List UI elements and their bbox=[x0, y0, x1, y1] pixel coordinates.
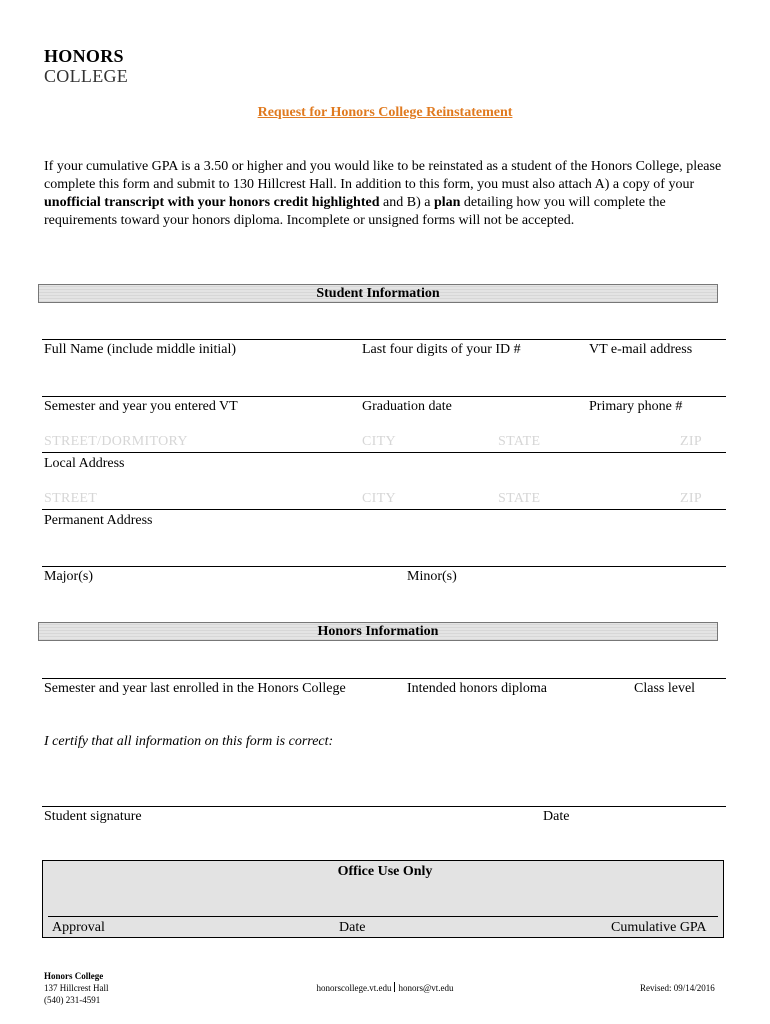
honors-information-heading: Honors Information bbox=[38, 622, 718, 641]
footer-divider bbox=[394, 982, 395, 992]
semester-entered-label: Semester and year you entered VT bbox=[44, 399, 238, 414]
email-label: VT e-mail address bbox=[589, 342, 693, 357]
minors-label: Minor(s) bbox=[407, 569, 457, 584]
office-approval-line[interactable] bbox=[48, 916, 718, 917]
last-enrolled-label: Semester and year last enrolled in the Honors College bbox=[44, 681, 346, 696]
intro-paragraph: If your cumulative GPA is a 3.50 or higher and you would like to be reinstated as a student of the Honors College, please complete this form and submit to 130 Hillcrest Hall. In addition to this form, you must also attach A) a copy of your unofficial transcript with your honors credit highlighted and B) a plan detailing how you will complete the requirements toward your honors diploma. Incomplete or unsigned forms will not be accepted. bbox=[44, 159, 722, 228]
local-state-hint: STATE bbox=[498, 434, 541, 449]
permanent-address-label: Permanent Address bbox=[44, 513, 153, 528]
local-zip-hint: ZIP bbox=[680, 434, 702, 449]
footer-email-link[interactable]: honors@vt.edu bbox=[398, 983, 454, 993]
office-date-label: Date bbox=[339, 920, 366, 935]
logo-college: COLLEGE bbox=[44, 66, 129, 86]
semester-row-line[interactable] bbox=[42, 396, 726, 397]
graduation-date-label: Graduation date bbox=[362, 399, 452, 414]
majors-row-line[interactable] bbox=[42, 566, 726, 567]
local-address-line[interactable] bbox=[42, 452, 726, 453]
office-use-heading: Office Use Only bbox=[337, 864, 433, 879]
perm-state-hint: STATE bbox=[498, 491, 541, 506]
approval-label: Approval bbox=[52, 920, 105, 935]
form-title: Request for Honors College Reinstatement bbox=[257, 105, 513, 120]
honors-row-line[interactable] bbox=[42, 678, 726, 679]
signature-date-label: Date bbox=[543, 809, 570, 824]
certify-statement: I certify that all information on this form is correct: bbox=[44, 734, 334, 749]
perm-city-hint: CITY bbox=[362, 491, 396, 506]
class-level-label: Class level bbox=[634, 681, 696, 696]
footer-revised: Revised: 09/14/2016 bbox=[640, 983, 715, 993]
student-information-heading: Student Information bbox=[38, 284, 718, 303]
majors-label: Major(s) bbox=[44, 569, 93, 584]
name-row-line[interactable] bbox=[42, 339, 726, 340]
local-city-hint: CITY bbox=[362, 434, 396, 449]
footer-website-link[interactable]: honorscollege.vt.edu bbox=[316, 983, 392, 993]
perm-street-hint: STREET bbox=[44, 491, 98, 506]
intended-diploma-label: Intended honors diploma bbox=[407, 681, 547, 696]
perm-zip-hint: ZIP bbox=[680, 491, 702, 506]
full-name-label: Full Name (include middle initial) bbox=[44, 342, 237, 357]
primary-phone-label: Primary phone # bbox=[589, 399, 683, 414]
student-signature-label: Student signature bbox=[44, 809, 142, 824]
footer-org-name: Honors College bbox=[44, 971, 104, 981]
local-address-label: Local Address bbox=[44, 456, 125, 471]
logo-honors: HONORS bbox=[44, 46, 124, 66]
id-digits-label: Last four digits of your ID # bbox=[362, 342, 521, 357]
footer-street: 137 Hillcrest Hall bbox=[44, 983, 109, 993]
cumulative-gpa-label: Cumulative GPA bbox=[611, 920, 707, 935]
permanent-address-line[interactable] bbox=[42, 509, 726, 510]
local-street-hint: STREET/DORMITORY bbox=[44, 434, 188, 449]
footer-phone: (540) 231-4591 bbox=[44, 995, 101, 1005]
signature-line[interactable] bbox=[42, 806, 726, 807]
